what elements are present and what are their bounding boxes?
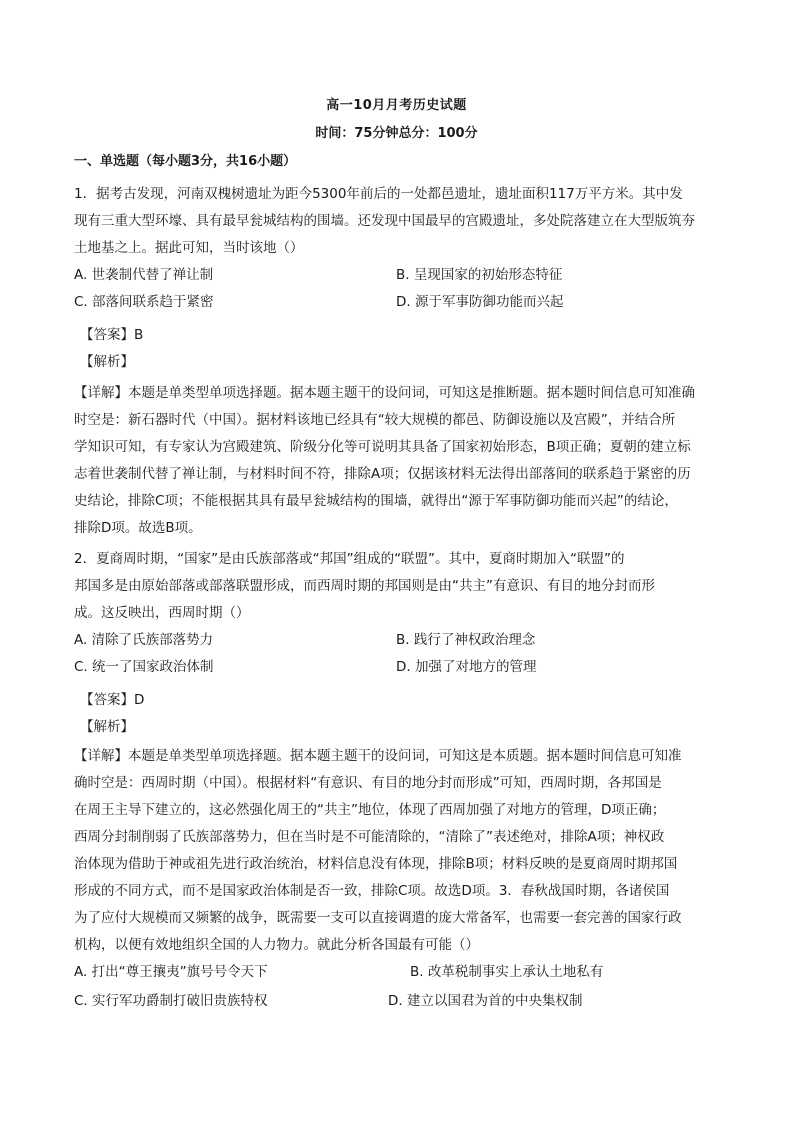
q3-option-c: C. 实行军功爵制打破旧贵族特权 (74, 993, 268, 1009)
q2-option-b: B. 践行了神权政治理念 (396, 632, 536, 648)
exam-info: 时间：75分钟总分：100分 (315, 126, 478, 141)
q1-stem-line: 现有三重大型环壕、具有最早瓮城结构的围墙。还发现中国最早的宫殿遗址，多处院落建立在大型版筑夯 (74, 213, 695, 229)
q1-stem-line: 1．据考古发现，河南双槐树遗址为距今5300年前后的一处都邑遗址，遗址面积117万平方米。其中发 (74, 186, 683, 202)
page-title: 高一10月月考历史试题 (326, 98, 467, 113)
q1-detail-line: 学知识可知，有专家认为宫殿建筑、阶级分化等可说明其具备了国家初始形态，B项正确；夏朝的建立标 (74, 439, 691, 455)
q1-stem-line: 土地基之上。据此可知，当时该地（） (74, 240, 304, 256)
q1-detail-line: 时空是：新石器时代（中国）。据材料该地已经具有“较大规模的都邑、防御设施以及宫殿”，并结合所 (74, 412, 676, 428)
q2-option-a: A. 清除了氏族部落势力 (74, 632, 214, 648)
q2-option-d: D. 加强了对地方的管理 (396, 659, 537, 675)
q1-detail-line: 志着世袭制代替了禅让制，与材料时间不符，排除A项；仅据该材料无法得出部落间的联系趋于紧密的历 (74, 466, 691, 482)
q2-detail-line: 治体现为借助于神或祖先进行政治统治，材料信息没有体现，排除B项；材料反映的是夏商周时期邦国 (74, 856, 678, 872)
q2-option-c: C. 统一了国家政治体制 (74, 659, 214, 675)
q2-detail-line: 为了应付大规模而又频繁的战争，既需要一支可以直接调遣的庞大常备军，也需要一套完善的国家行政 (74, 910, 682, 926)
q2-detail-line: 形成的不同方式，而不是国家政治体制是否一致，排除C项。故选D项。3．春秋战国时期，各诸侯国 (74, 883, 670, 899)
q2-stem-line: 邦国多是由原始部落或部落联盟形成，而西周时期的邦国则是由“共主”有意识、有目的地分封而形 (74, 578, 655, 594)
q1-option-c: C. 部落间联系趋于紧密 (74, 294, 214, 310)
q1-analysis-label: 【解析】 (80, 354, 134, 370)
section-heading: 一、单选题（每小题3分，共16小题） (74, 154, 297, 169)
q1-detail-line: 排除D项。故选B项。 (74, 520, 202, 536)
q2-stem-line: 2．夏商周时期，“国家”是由氏族部落或“邦国”组成的“联盟”。其中，夏商时期加入“联盟”的 (74, 551, 625, 567)
q2-answer: 【答案】D (80, 692, 145, 708)
q1-answer: 【答案】B (80, 327, 144, 343)
q2-stem-line: 成。这反映出，西周时期（） (74, 605, 250, 621)
q1-detail-line: 史结论，排除C项；不能根据其具有最早瓮城结构的围墙，就得出“源于军事防御功能而兴起”的结论， (74, 493, 678, 509)
q3-option-d: D. 建立以国君为首的中央集权制 (388, 993, 583, 1009)
q2-detail-line: 确时空是：西周时期（中国）。根据材料“有意识、有目的地分封而形成”可知，西周时期，各邦国是 (74, 775, 662, 791)
q1-option-a: A. 世袭制代替了禅让制 (74, 267, 214, 283)
q1-option-d: D. 源于军事防御功能而兴起 (396, 294, 564, 310)
q1-option-b: B. 呈现国家的初始形态特征 (396, 267, 563, 283)
q1-detail-line: 【详解】本题是单类型单项选择题。据本题主题干的设问词，可知这是推断题。据本题时间信息可知准确 (74, 385, 695, 401)
q2-detail-line: 西周分封制削弱了氏族部落势力，但在当时是不可能清除的，“清除了”表述绝对，排除A项；神权政 (74, 829, 665, 845)
q2-analysis-label: 【解析】 (80, 719, 134, 735)
q2-detail-line: 机构，以便有效地组织全国的人力物力。就此分析各国最有可能（） (74, 937, 479, 953)
q2-detail-line: 【详解】本题是单类型单项选择题。据本题主题干的设问词，可知这是本质题。据本题时间信息可知准 (74, 748, 682, 764)
q2-detail-line: 在周王主导下建立的，这必然强化周王的“共主”地位，体现了西周加强了对地方的管理，D项正确； (74, 802, 666, 818)
q3-option-b: B. 改革税制事实上承认土地私有 (410, 964, 604, 980)
q3-option-a: A. 打出“尊王攘夷”旗号号令天下 (74, 964, 268, 980)
